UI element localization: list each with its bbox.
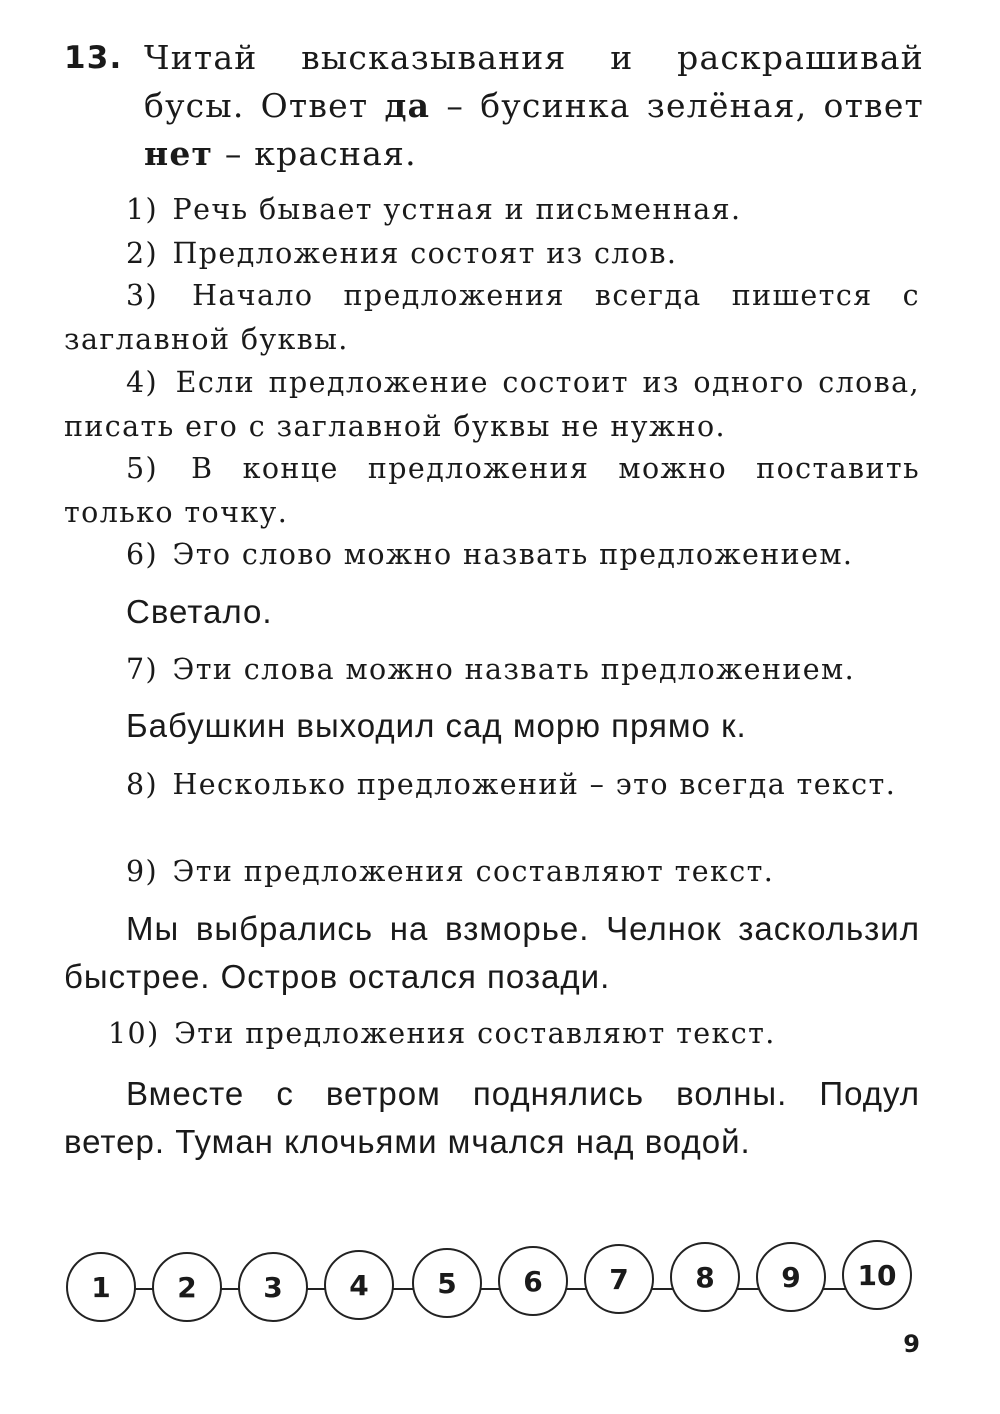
statement-2 — [64, 232, 920, 276]
bead-10[interactable]: 10 — [842, 1240, 912, 1310]
statement-text: Предложения состоят из слов. — [172, 237, 678, 270]
bead-8[interactable]: 8 — [670, 1242, 740, 1312]
statement-number: 10) — [108, 1017, 160, 1050]
statement-8 — [64, 763, 920, 807]
task-text-part3: – красная. — [213, 134, 417, 173]
statement-text: Эти предложения составляют текст. — [174, 1017, 776, 1050]
statement-number: 2) — [126, 237, 159, 270]
bead-2[interactable]: 2 — [152, 1252, 222, 1322]
beads-string — [66, 1240, 926, 1340]
task-instruction — [144, 34, 924, 178]
task-header — [64, 34, 924, 178]
bead-3[interactable]: 3 — [238, 1252, 308, 1322]
statement-number: 8) — [126, 768, 159, 801]
statement-number: 6) — [126, 538, 159, 571]
statement-number: 4) — [126, 366, 159, 399]
task-text-part2: – бусинка зелёная, ответ — [430, 86, 925, 125]
statement-1 — [64, 188, 920, 232]
example-7: Бабушкин выходил сад морю прямо к. — [126, 707, 747, 744]
example-9: Мы выбрались на взморье. Челнок заскользил быстрее. Остров остался позади. — [64, 910, 920, 995]
bead-4[interactable]: 4 — [324, 1250, 394, 1320]
page-number: 9 — [903, 1330, 920, 1358]
statement-7 — [64, 648, 920, 692]
statement-6 — [64, 533, 920, 577]
statement-text: Эти предложения составляют текст. — [172, 855, 775, 888]
statement-number: 1) — [126, 193, 159, 226]
task-text-part1: Читай высказывания и раскрашивай бусы. Ответ — [144, 38, 924, 125]
statement-text: Если предложение состоит из одного слова, писать его с заглавной буквы не нужно. — [64, 366, 920, 443]
statement-number: 5) — [126, 452, 159, 485]
statement-text: Несколько предложений – это всегда текст. — [172, 768, 897, 801]
statement-text: Начало предложения всегда пишется с заглавной буквы. — [64, 279, 920, 356]
statement-text: Речь бывает устная и письменная. — [172, 193, 742, 226]
bead-7[interactable]: 7 — [584, 1244, 654, 1314]
statement-number: 3) — [126, 279, 159, 312]
statement-number: 7) — [126, 653, 159, 686]
statement-text: В конце предложения можно поставить только точку. — [64, 452, 920, 529]
statement-text: Эти слова можно назвать предложением. — [172, 653, 856, 686]
statement-number: 9) — [126, 855, 159, 888]
statement-text: Это слово можно назвать предложением. — [172, 538, 854, 571]
statement-3 — [64, 274, 920, 362]
statement-5 — [64, 447, 920, 535]
bead-9[interactable]: 9 — [756, 1242, 826, 1312]
statement-10 — [64, 1012, 920, 1056]
statement-9 — [64, 850, 920, 894]
task-no-word: нет — [144, 134, 214, 173]
statement-4 — [64, 361, 920, 449]
bead-1[interactable]: 1 — [66, 1252, 136, 1322]
example-10: Вместе с ветром поднялись волны. Подул ветер. Туман клочьями мчался над водой. — [64, 1075, 920, 1160]
bead-6[interactable]: 6 — [498, 1246, 568, 1316]
task-yes-word: да — [384, 86, 431, 125]
bead-5[interactable]: 5 — [412, 1248, 482, 1318]
example-6: Светало. — [126, 593, 273, 630]
task-number: 13. — [64, 40, 123, 76]
